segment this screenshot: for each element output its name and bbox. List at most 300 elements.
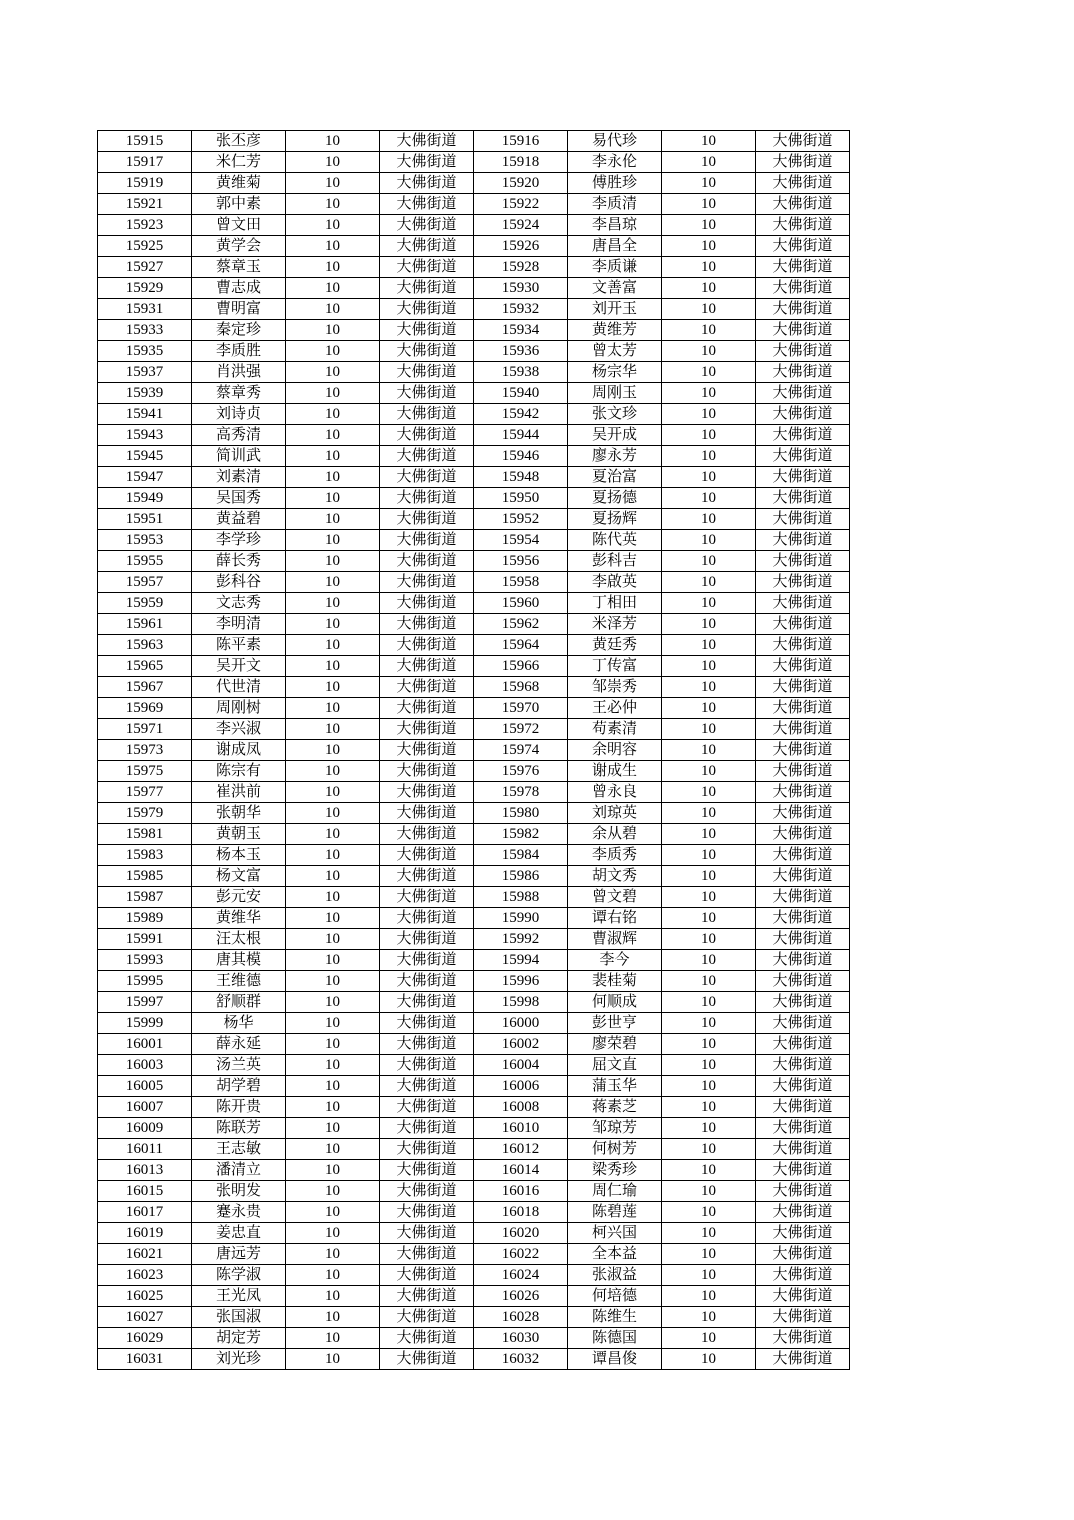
person-name-cell: 周仁瑜 — [568, 1181, 662, 1202]
person-name-cell: 夏扬德 — [568, 488, 662, 509]
person-name-cell: 黄维菊 — [192, 173, 286, 194]
person-name-cell: 屈文直 — [568, 1055, 662, 1076]
record-number-cell: 15921 — [98, 194, 192, 215]
record-number-cell: 15958 — [474, 572, 568, 593]
amount-cell: 10 — [662, 971, 756, 992]
street-office-cell: 大佛街道 — [380, 866, 474, 887]
street-office-cell: 大佛街道 — [756, 509, 850, 530]
amount-cell: 10 — [286, 173, 380, 194]
table-row — [98, 740, 850, 761]
person-name-cell: 李质胜 — [192, 341, 286, 362]
street-office-cell: 大佛街道 — [380, 152, 474, 173]
record-number-cell: 15927 — [98, 257, 192, 278]
person-name-cell: 陈维生 — [568, 1307, 662, 1328]
person-name-cell: 曾太芳 — [568, 341, 662, 362]
table-row — [98, 1286, 850, 1307]
record-number-cell: 15967 — [98, 677, 192, 698]
record-number-cell: 16028 — [474, 1307, 568, 1328]
record-number-cell: 15942 — [474, 404, 568, 425]
person-name-cell: 谭右铭 — [568, 908, 662, 929]
amount-cell: 10 — [286, 992, 380, 1013]
person-name-cell: 王光凤 — [192, 1286, 286, 1307]
amount-cell: 10 — [286, 299, 380, 320]
amount-cell: 10 — [286, 1328, 380, 1349]
street-office-cell: 大佛街道 — [756, 992, 850, 1013]
street-office-cell: 大佛街道 — [756, 362, 850, 383]
record-number-cell: 15951 — [98, 509, 192, 530]
record-number-cell: 15933 — [98, 320, 192, 341]
record-number-cell: 15964 — [474, 635, 568, 656]
street-office-cell: 大佛街道 — [380, 467, 474, 488]
record-number-cell: 16023 — [98, 1265, 192, 1286]
amount-cell: 10 — [286, 1181, 380, 1202]
record-number-cell: 16002 — [474, 1034, 568, 1055]
street-office-cell: 大佛街道 — [380, 803, 474, 824]
record-number-cell: 15953 — [98, 530, 192, 551]
street-office-cell: 大佛街道 — [756, 698, 850, 719]
amount-cell: 10 — [662, 866, 756, 887]
person-name-cell: 李质清 — [568, 194, 662, 215]
amount-cell: 10 — [662, 383, 756, 404]
person-name-cell: 姜忠直 — [192, 1223, 286, 1244]
record-number-cell: 15994 — [474, 950, 568, 971]
person-name-cell: 黄维华 — [192, 908, 286, 929]
person-name-cell: 文志秀 — [192, 593, 286, 614]
table-row — [98, 257, 850, 278]
street-office-cell: 大佛街道 — [380, 1307, 474, 1328]
record-number-cell: 15976 — [474, 761, 568, 782]
amount-cell: 10 — [286, 1349, 380, 1370]
street-office-cell: 大佛街道 — [756, 383, 850, 404]
person-name-cell: 陈碧莲 — [568, 1202, 662, 1223]
amount-cell: 10 — [662, 404, 756, 425]
person-name-cell: 蒲玉华 — [568, 1076, 662, 1097]
street-office-cell: 大佛街道 — [380, 236, 474, 257]
record-number-cell: 15966 — [474, 656, 568, 677]
amount-cell: 10 — [286, 656, 380, 677]
amount-cell: 10 — [662, 467, 756, 488]
amount-cell: 10 — [286, 1202, 380, 1223]
record-number-cell: 15939 — [98, 383, 192, 404]
person-name-cell: 廖荣碧 — [568, 1034, 662, 1055]
street-office-cell: 大佛街道 — [756, 593, 850, 614]
record-number-cell: 16032 — [474, 1349, 568, 1370]
record-number-cell: 15952 — [474, 509, 568, 530]
table-row — [98, 698, 850, 719]
amount-cell: 10 — [286, 320, 380, 341]
amount-cell: 10 — [662, 719, 756, 740]
person-name-cell: 苟素清 — [568, 719, 662, 740]
amount-cell: 10 — [286, 152, 380, 173]
person-name-cell: 黄益碧 — [192, 509, 286, 530]
record-number-cell: 15919 — [98, 173, 192, 194]
record-number-cell: 15941 — [98, 404, 192, 425]
amount-cell: 10 — [286, 572, 380, 593]
street-office-cell: 大佛街道 — [380, 1328, 474, 1349]
person-name-cell: 夏治富 — [568, 467, 662, 488]
person-name-cell: 裴桂菊 — [568, 971, 662, 992]
table-row — [98, 320, 850, 341]
record-number-cell: 15924 — [474, 215, 568, 236]
amount-cell: 10 — [286, 593, 380, 614]
person-name-cell: 高秀清 — [192, 425, 286, 446]
amount-cell: 10 — [662, 1307, 756, 1328]
street-office-cell: 大佛街道 — [380, 950, 474, 971]
person-name-cell: 谢成凤 — [192, 740, 286, 761]
record-number-cell: 15946 — [474, 446, 568, 467]
record-number-cell: 15999 — [98, 1013, 192, 1034]
table-row — [98, 1202, 850, 1223]
table-row — [98, 1223, 850, 1244]
record-number-cell: 15949 — [98, 488, 192, 509]
record-number-cell: 16006 — [474, 1076, 568, 1097]
street-office-cell: 大佛街道 — [380, 614, 474, 635]
person-name-cell: 曾文田 — [192, 215, 286, 236]
street-office-cell: 大佛街道 — [756, 425, 850, 446]
street-office-cell: 大佛街道 — [756, 1034, 850, 1055]
street-office-cell: 大佛街道 — [380, 719, 474, 740]
amount-cell: 10 — [286, 341, 380, 362]
amount-cell: 10 — [286, 1055, 380, 1076]
amount-cell: 10 — [286, 509, 380, 530]
amount-cell: 10 — [286, 929, 380, 950]
table-row — [98, 845, 850, 866]
street-office-cell: 大佛街道 — [756, 467, 850, 488]
street-office-cell: 大佛街道 — [756, 1202, 850, 1223]
street-office-cell: 大佛街道 — [756, 152, 850, 173]
street-office-cell: 大佛街道 — [756, 1265, 850, 1286]
person-name-cell: 丁传富 — [568, 656, 662, 677]
person-name-cell: 薛长秀 — [192, 551, 286, 572]
amount-cell: 10 — [662, 194, 756, 215]
street-office-cell: 大佛街道 — [756, 404, 850, 425]
table-row — [98, 341, 850, 362]
street-office-cell: 大佛街道 — [756, 782, 850, 803]
record-number-cell: 15950 — [474, 488, 568, 509]
street-office-cell: 大佛街道 — [380, 1076, 474, 1097]
record-number-cell: 15986 — [474, 866, 568, 887]
amount-cell: 10 — [286, 131, 380, 152]
record-number-cell: 15980 — [474, 803, 568, 824]
amount-cell: 10 — [662, 698, 756, 719]
record-number-cell: 16026 — [474, 1286, 568, 1307]
amount-cell: 10 — [286, 1286, 380, 1307]
amount-cell: 10 — [662, 425, 756, 446]
table-row — [98, 131, 850, 152]
amount-cell: 10 — [286, 467, 380, 488]
table-row — [98, 551, 850, 572]
record-number-cell: 15917 — [98, 152, 192, 173]
street-office-cell: 大佛街道 — [380, 173, 474, 194]
street-office-cell: 大佛街道 — [380, 971, 474, 992]
person-name-cell: 彭科吉 — [568, 551, 662, 572]
table-row — [98, 635, 850, 656]
table-row — [98, 1181, 850, 1202]
table-row — [98, 1013, 850, 1034]
street-office-cell: 大佛街道 — [756, 341, 850, 362]
record-number-cell: 16015 — [98, 1181, 192, 1202]
person-name-cell: 李昌琼 — [568, 215, 662, 236]
record-number-cell: 16011 — [98, 1139, 192, 1160]
person-name-cell: 唐昌全 — [568, 236, 662, 257]
amount-cell: 10 — [286, 1076, 380, 1097]
street-office-cell: 大佛街道 — [380, 698, 474, 719]
person-name-cell: 崔洪前 — [192, 782, 286, 803]
person-name-cell: 曾永良 — [568, 782, 662, 803]
amount-cell: 10 — [662, 1244, 756, 1265]
record-number-cell: 15954 — [474, 530, 568, 551]
table-row — [98, 992, 850, 1013]
amount-cell: 10 — [662, 1013, 756, 1034]
record-number-cell: 15934 — [474, 320, 568, 341]
person-name-cell: 曾文碧 — [568, 887, 662, 908]
amount-cell: 10 — [286, 845, 380, 866]
person-name-cell: 唐其模 — [192, 950, 286, 971]
record-number-cell: 15973 — [98, 740, 192, 761]
street-office-cell: 大佛街道 — [380, 425, 474, 446]
amount-cell: 10 — [286, 236, 380, 257]
street-office-cell: 大佛街道 — [380, 1349, 474, 1370]
amount-cell: 10 — [662, 152, 756, 173]
street-office-cell: 大佛街道 — [380, 257, 474, 278]
record-number-cell: 15959 — [98, 593, 192, 614]
amount-cell: 10 — [286, 677, 380, 698]
record-number-cell: 16010 — [474, 1118, 568, 1139]
street-office-cell: 大佛街道 — [380, 1013, 474, 1034]
record-number-cell: 16012 — [474, 1139, 568, 1160]
record-number-cell: 16005 — [98, 1076, 192, 1097]
record-number-cell: 15957 — [98, 572, 192, 593]
table-row — [98, 803, 850, 824]
table-row — [98, 572, 850, 593]
street-office-cell: 大佛街道 — [756, 1160, 850, 1181]
street-office-cell: 大佛街道 — [756, 320, 850, 341]
person-name-cell: 简训武 — [192, 446, 286, 467]
table-row — [98, 425, 850, 446]
street-office-cell: 大佛街道 — [380, 887, 474, 908]
street-office-cell: 大佛街道 — [380, 992, 474, 1013]
amount-cell: 10 — [662, 530, 756, 551]
amount-cell: 10 — [662, 1349, 756, 1370]
record-number-cell: 15997 — [98, 992, 192, 1013]
table-row — [98, 1160, 850, 1181]
table-row — [98, 761, 850, 782]
amount-cell: 10 — [662, 236, 756, 257]
person-name-cell: 黄维芳 — [568, 320, 662, 341]
amount-cell: 10 — [662, 488, 756, 509]
amount-cell: 10 — [662, 551, 756, 572]
street-office-cell: 大佛街道 — [380, 341, 474, 362]
amount-cell: 10 — [286, 1118, 380, 1139]
record-number-cell: 15930 — [474, 278, 568, 299]
person-name-cell: 李明清 — [192, 614, 286, 635]
street-office-cell: 大佛街道 — [380, 845, 474, 866]
person-name-cell: 李啟英 — [568, 572, 662, 593]
table-row — [98, 656, 850, 677]
person-name-cell: 谢成生 — [568, 761, 662, 782]
street-office-cell: 大佛街道 — [380, 551, 474, 572]
person-name-cell: 刘诗贞 — [192, 404, 286, 425]
amount-cell: 10 — [662, 845, 756, 866]
amount-cell: 10 — [662, 1097, 756, 1118]
table-row — [98, 383, 850, 404]
record-number-cell: 15925 — [98, 236, 192, 257]
person-name-cell: 蒋素芝 — [568, 1097, 662, 1118]
person-name-cell: 李学珍 — [192, 530, 286, 551]
table-row — [98, 1349, 850, 1370]
person-name-cell: 王维德 — [192, 971, 286, 992]
street-office-cell: 大佛街道 — [756, 740, 850, 761]
person-name-cell: 刘琼英 — [568, 803, 662, 824]
record-number-cell: 16030 — [474, 1328, 568, 1349]
amount-cell: 10 — [662, 572, 756, 593]
record-number-cell: 16025 — [98, 1286, 192, 1307]
person-name-cell: 肖洪强 — [192, 362, 286, 383]
street-office-cell: 大佛街道 — [380, 1202, 474, 1223]
person-name-cell: 周刚玉 — [568, 383, 662, 404]
street-office-cell: 大佛街道 — [756, 173, 850, 194]
table-row — [98, 1265, 850, 1286]
amount-cell: 10 — [662, 278, 756, 299]
record-number-cell: 15981 — [98, 824, 192, 845]
street-office-cell: 大佛街道 — [756, 1349, 850, 1370]
record-number-cell: 16029 — [98, 1328, 192, 1349]
record-number-cell: 15975 — [98, 761, 192, 782]
record-number-cell: 15955 — [98, 551, 192, 572]
street-office-cell: 大佛街道 — [756, 887, 850, 908]
amount-cell: 10 — [286, 866, 380, 887]
record-number-cell: 15944 — [474, 425, 568, 446]
person-name-cell: 薛永延 — [192, 1034, 286, 1055]
person-name-cell: 郭中素 — [192, 194, 286, 215]
street-office-cell: 大佛街道 — [380, 1244, 474, 1265]
record-number-cell: 16013 — [98, 1160, 192, 1181]
person-name-cell: 黄学会 — [192, 236, 286, 257]
person-name-cell: 何树芳 — [568, 1139, 662, 1160]
record-number-cell: 15985 — [98, 866, 192, 887]
amount-cell: 10 — [662, 341, 756, 362]
amount-cell: 10 — [286, 278, 380, 299]
street-office-cell: 大佛街道 — [756, 215, 850, 236]
amount-cell: 10 — [662, 992, 756, 1013]
amount-cell: 10 — [662, 1055, 756, 1076]
person-name-cell: 彭科谷 — [192, 572, 286, 593]
record-number-cell: 16018 — [474, 1202, 568, 1223]
table-row — [98, 362, 850, 383]
street-office-cell: 大佛街道 — [380, 194, 474, 215]
person-name-cell: 张丕彦 — [192, 131, 286, 152]
table-row — [98, 467, 850, 488]
table-row — [98, 530, 850, 551]
street-office-cell: 大佛街道 — [380, 1181, 474, 1202]
record-number-cell: 15988 — [474, 887, 568, 908]
amount-cell: 10 — [662, 614, 756, 635]
table-row — [98, 152, 850, 173]
record-number-cell: 15963 — [98, 635, 192, 656]
street-office-cell: 大佛街道 — [380, 1097, 474, 1118]
person-name-cell: 张文珍 — [568, 404, 662, 425]
street-office-cell: 大佛街道 — [380, 362, 474, 383]
person-name-cell: 吴开文 — [192, 656, 286, 677]
amount-cell: 10 — [662, 656, 756, 677]
person-name-cell: 李质谦 — [568, 257, 662, 278]
street-office-cell: 大佛街道 — [756, 1328, 850, 1349]
person-name-cell: 廖永芳 — [568, 446, 662, 467]
record-number-cell: 15943 — [98, 425, 192, 446]
record-number-cell: 15990 — [474, 908, 568, 929]
amount-cell: 10 — [662, 677, 756, 698]
record-number-cell: 16009 — [98, 1118, 192, 1139]
person-name-cell: 蹇永贵 — [192, 1202, 286, 1223]
street-office-cell: 大佛街道 — [380, 929, 474, 950]
street-office-cell: 大佛街道 — [756, 1013, 850, 1034]
person-name-cell: 唐远芳 — [192, 1244, 286, 1265]
record-number-cell: 15993 — [98, 950, 192, 971]
table-row — [98, 1097, 850, 1118]
amount-cell: 10 — [662, 1328, 756, 1349]
person-name-cell: 杨文富 — [192, 866, 286, 887]
street-office-cell: 大佛街道 — [380, 530, 474, 551]
table-row — [98, 824, 850, 845]
street-office-cell: 大佛街道 — [380, 593, 474, 614]
record-number-cell: 16003 — [98, 1055, 192, 1076]
table-row — [98, 782, 850, 803]
table-row — [98, 1139, 850, 1160]
person-name-cell: 米仁芳 — [192, 152, 286, 173]
person-name-cell: 胡学碧 — [192, 1076, 286, 1097]
amount-cell: 10 — [662, 320, 756, 341]
amount-cell: 10 — [286, 1013, 380, 1034]
amount-cell: 10 — [662, 509, 756, 530]
amount-cell: 10 — [662, 929, 756, 950]
street-office-cell: 大佛街道 — [756, 236, 850, 257]
amount-cell: 10 — [286, 383, 380, 404]
amount-cell: 10 — [286, 824, 380, 845]
record-number-cell: 15932 — [474, 299, 568, 320]
street-office-cell: 大佛街道 — [756, 614, 850, 635]
person-name-cell: 柯兴国 — [568, 1223, 662, 1244]
table-row — [98, 509, 850, 530]
person-name-cell: 代世清 — [192, 677, 286, 698]
record-number-cell: 16008 — [474, 1097, 568, 1118]
amount-cell: 10 — [662, 131, 756, 152]
amount-cell: 10 — [662, 299, 756, 320]
record-number-cell: 15938 — [474, 362, 568, 383]
record-number-cell: 15979 — [98, 803, 192, 824]
street-office-cell: 大佛街道 — [380, 1055, 474, 1076]
person-name-cell: 余明容 — [568, 740, 662, 761]
person-name-cell: 傅胜珍 — [568, 173, 662, 194]
table-row — [98, 1076, 850, 1097]
street-office-cell: 大佛街道 — [756, 1181, 850, 1202]
person-name-cell: 邹琼芳 — [568, 1118, 662, 1139]
person-name-cell: 全本益 — [568, 1244, 662, 1265]
person-name-cell: 杨宗华 — [568, 362, 662, 383]
street-office-cell: 大佛街道 — [756, 446, 850, 467]
table-row — [98, 677, 850, 698]
person-name-cell: 蔡章秀 — [192, 383, 286, 404]
record-number-cell: 15922 — [474, 194, 568, 215]
amount-cell: 10 — [286, 257, 380, 278]
person-name-cell: 曹志成 — [192, 278, 286, 299]
street-office-cell: 大佛街道 — [756, 488, 850, 509]
street-office-cell: 大佛街道 — [756, 866, 850, 887]
person-name-cell: 陈代英 — [568, 530, 662, 551]
person-name-cell: 陈学淑 — [192, 1265, 286, 1286]
amount-cell: 10 — [286, 194, 380, 215]
person-name-cell: 潘清立 — [192, 1160, 286, 1181]
street-office-cell: 大佛街道 — [756, 194, 850, 215]
